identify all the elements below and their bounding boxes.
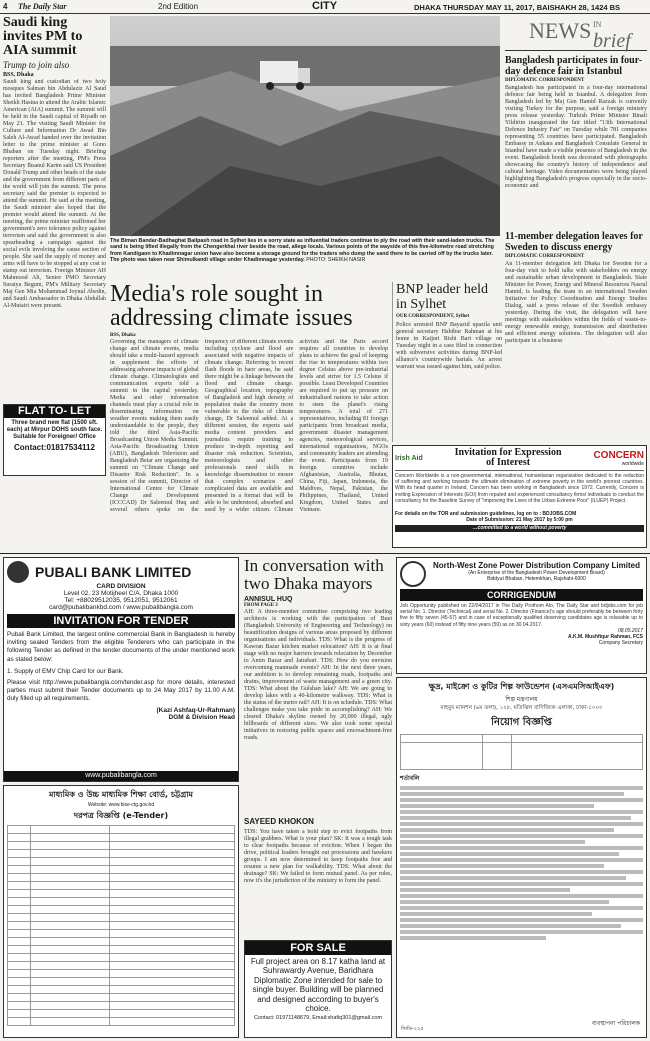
irish-aid-logo: Irish Aid: [395, 454, 423, 462]
nwz-signer-title: Company Secretary: [598, 640, 643, 647]
nwz-name: North-West Zone Power Distribution Company Limited: [433, 561, 640, 570]
smcif-ministry: শিল্প মন্ত্রণালয়: [505, 696, 538, 703]
smcif-org: ক্ষুদ্র, মাইক্রো ও কুটির শিল্প ফাউন্ডেশন (এসএমসিআইএফ): [428, 682, 615, 691]
pubali-tender-ad: [3, 557, 239, 782]
nwz-body: Job Opportunity published on 22/04/2017 in The Daily Prothom Alo, The Daily Star and bdjobs.com for job serial No. 1. Director (Technical) and serial No. 2. Director (Finance)'s age should preferably be between forty five to fifty seven (45-57) and in case of exceptionally qualified deserving candidates age is relaxable up to sixty years (60) instead of fifty nine years (59) as on 30.04.2017.: [400, 603, 643, 628]
sale-ad: [244, 940, 392, 1038]
pubali-logo-icon: [7, 561, 29, 583]
nwz-banner: CORRIGENDUM: [400, 589, 643, 601]
smcif-table: [400, 734, 643, 770]
smcif-conditions: [400, 786, 643, 940]
nwz-signer: A.K.M. Mushfiqur Rahman, FCS: [568, 634, 643, 641]
brief1-body: Bangladesh has participated in a four-day international defence fair being held in Istanbul. A delegation from Bangladesh led by Maj Gen Hamid Razzak is currently visiting Turkey for the purpose, said a foreign ministry press release yesterday. Turkish Prime Minister Binali Yildirim inaugurated the fair titled "13th International Defence Industry Fair" on Tuesday while 781 companies representing 55 countries have participated. Bangladesh Embassy in Ankara and Bangladesh Consulate General in Istanbul have made a visible presence of Bangladesh in the event. Bangladesh booth was decorated with photographs showcasing the country's history of independence and cultural heritage. Video documentaries were being played highlighting Bangladesh's progress especially in the socio-economic and: [505, 85, 647, 190]
smcif-footer: জিডি-২২৫: [401, 1026, 424, 1032]
bnp-headline: BNP leader held in Sylhet: [396, 282, 489, 312]
pubali-body: Pubali Bank Limited, the largest online commercial Bank in Bangladesh is hereby inviting sealed Tenders from the eligible Tenderers who can participate in the following Tender as defined in the tender documents of the under mentioned work as stated below:: [7, 631, 235, 663]
bnp-article: [392, 282, 502, 442]
media-byline: BSS, Dhaka: [110, 333, 136, 338]
nwz-sig-date: 08.05.2017: [617, 627, 643, 634]
edu-tender-ad: [3, 785, 239, 1038]
smcif-addr: মাহবুব ম্যানশন (৯ম তলা), ১২৮, মতিঝিল বাণিজ্যিক এলাকা, ঢাকা-১০০০: [440, 705, 603, 711]
edu-org: মাধ্যমিক ও উচ্চ মাধ্যমিক শিক্ষা বোর্ড, চট্টগ্রাম: [49, 790, 193, 799]
saudi-byline: BSS, Dhaka: [3, 72, 34, 78]
mayors-sub: SAYEED KHOKON: [244, 817, 314, 827]
mayors-body: AH: A three-member committee comprising two leading architects is working with the participation of Buet (Bangladesh University of Engineering and Technology) on beautification designs of various areas proposed by different organisations and individuals. TDS: What is the progress of Kawran Bazar kitchen market relocation? AH: It is at final stage with no major barriers towards relocation by December to Amin Bazar and Jatrabari. TDS: How do you envision overcoming manmade events? AH: In the next three years, our ambition is to develop remaining roads, footpaths and drains, improvement of waste management and a green city. TDS: What about the Gulshan lake? AH: We are going to develop lakes with a 40-kilometre walkway. TDS: What is the status of the metro rail? AH: It is on schedule. TDS: What challenges make you take pride in accomplishing? AH: We cleared Dhaka's skyline owned by 20,000 illegal, ugly billboards of different sizes. We also took some special initiatives in restoring public spaces and encroachment-free roads.: [244, 609, 392, 742]
saudi-article: [3, 16, 106, 401]
concern-logo-sub: worldwide: [621, 460, 644, 467]
flat-contact: Contact:01817534112: [14, 443, 95, 452]
mayors-from: FROM PAGE 3: [244, 603, 278, 608]
edu-table: [7, 825, 235, 1026]
concern-logo-block: [593, 450, 644, 467]
edition: 2nd Edition: [158, 2, 199, 11]
photo-caption-text: The Biman Bandar-Badhaghat Bailpash road in Sylhet lies in a sorry state as influential traders continue to ply the road with their sand-laden trucks. The sand is being lifted illegally from the Chengerkhal river beside the road, allege locals. Various points of the wayside of this five-kilometre road stretching from Kandigaon to Khadimnagar union have also become a storage ground for the traders who dump the sand there to be carried off by the trucks later. The photo was taken near Shimulkandi village under Khadimnagar yesterday.: [110, 238, 495, 263]
concern-motto: …committed to a world without poverty: [395, 525, 644, 531]
nwz-logo-icon: [400, 561, 426, 587]
nwz-head: [430, 561, 643, 582]
sale-body: Full project area on 8.17 katha land at Suhrawardy Avenue, Baridhara Diplomatic Zone intended for sale to single buyer. Building will be planned and designed according to buyer's choice.: [250, 957, 386, 1014]
nwz-top: [400, 561, 643, 587]
concern-logo: CONCERN: [593, 449, 644, 461]
pubali-tel: Tel: +88029512035, 9512051, 9512061: [64, 597, 178, 604]
pubali-email[interactable]: card@pubalibankbd.com / www.pubalibangla.com: [49, 604, 193, 611]
concern-date: Date of Submission: 21 May 2017 by 5:00 pm: [466, 517, 573, 524]
brief1-byline: DIPLOMATIC CORRESPONDENT: [505, 78, 585, 83]
corrigendum-ad: [396, 557, 647, 674]
mayors-byline: ANNISUL HUQ: [244, 596, 293, 603]
pubali-top: [7, 561, 235, 583]
nwz-addr: Biddyut Bhaban, Hetemkhan, Rajshahi-6000: [487, 576, 586, 582]
media-article: [110, 282, 388, 550]
section-title: CITY: [312, 0, 338, 12]
mayors-article: [244, 557, 392, 937]
photo-caption: [110, 238, 500, 278]
news-photo: [110, 16, 500, 236]
pubali-name: PUBALI BANK LIMITED: [35, 564, 192, 580]
bnp-byline: OUR CORRESPONDENT, Sylhet: [396, 314, 470, 319]
pubali-visit: Please visit http://www.pubalibangla.com/tender.asp for more details, interested parties must submit their Tender documents up to 24 May 2017 by 11.00 A.M. duly filled up all requirements.: [7, 678, 235, 703]
edu-site[interactable]: Website: www.bise-ctg.gov.bd: [87, 802, 155, 808]
media-body: Governing the managers of climate change and climate events, media should take a multi-hazard approach in supplement the efforts of addressing adverse impacts of global climate change. Climatologists and communication experts told a summit in the capital yesterday. Media and other information channels must play a crucial role in disseminating information on weather events making them easily understandable to the people, they told the third Asia-Pacific Broadcasting Union Media Summit. Asia-Pacific Broadcasting Union (ABU), Bangladesh Television and Bangladesh Betar are organising the summit on "Climate Change and Disaster Risk Reduction". In a session of the summit, Director of International Centre for Climate Change and Development (ICCCAD) Dr Saleemul Huq and several others spoke on the frequency of different climate events including cyclone and flood are associated with negative impacts of climate change. Referring to recent flash floods in haor areas, he said there might be a linkage between the flood and climate change. Geographical location, topography of Bangladesh and high density of population make the country more vulnerable to the risks of climate change, Dr Saleemul added. At a different session, the experts said media content providers and journalists require training to produce in-depth reporting and disaster risk reduction. Scientists, meteorologists and other professionals need skills in knowledge dissemination to ensure that complex scenarios and complicated data are available and presented in a format that will be able to be understood, absorbed and used by a wider citizen. Climate activists and the Paris accord requires all countries to develop plans to achieve the goal of keeping the rise in temperatures within two degree Celsius above pre-industrial levels and strive for 1.5 Celsius if possible. Least Developed Countries are required to put up pressure on industrialised nations to take action to stem the planet's rising temperatures. A total of 271 representatives, including 81 foreign participants from broadcast media, government disaster management agencies, meteorological services, international organisations, NGOs and community leaders are attending the event. Participants from 19 foreign countries include Afghanistan, Australia, Bhutan, China, Fiji, Japan, Indonesia, the Maldives, Nepal, Pakistan, the Philippines, Thailand, United Kingdom, United States and Vietnam.: [110, 339, 388, 514]
mayors-headline: In conversation with two Dhaka mayors: [244, 557, 384, 593]
pubali-banner: INVITATION FOR TENDER: [7, 614, 235, 628]
pubali-signer: (Kazi Ashfaq-Ur-Rahman): [156, 707, 235, 715]
saudi-headline: Saudi king invites PM to AIA summit: [3, 16, 83, 58]
dateline: DHAKA THURSDAY MAY 11, 2017, BAISHAKH 28, 1424 BS: [414, 3, 621, 12]
sale-contact: Contact: 01971148679, Email:shafiq301@gmail.com: [253, 1015, 383, 1022]
brief2-byline: DIPLOMATIC CORRESPONDENT: [505, 254, 585, 260]
pubali-item: 1. Supply of EMV Chip Card for our Bank.: [7, 667, 124, 675]
mayors-body2: TDS: You have taken a bold step to evict footpaths from illegal grabbers. What is your plan? SK: It was a tough task to clear footpaths because of eviction. When I began the drive, political leaders brought out processions and hawkers groups. I am now determined to keep footpaths free and resume a new plan for walkability. TDS: What about the drainage? SK: We failed to form mutual panel. As per rules, now it's the jurisdiction of the ministry to form the panel.: [244, 829, 392, 885]
smcif-recruitment-ad: [396, 677, 647, 1038]
sale-title: FOR SALE: [245, 941, 391, 955]
edu-title: দরপত্র বিজ্ঞপ্তি (e-Tender): [73, 811, 169, 820]
masthead: The Daily Star: [18, 2, 67, 11]
pubali-signer-title: DGM & Division Head: [168, 714, 235, 722]
brief-in: IN: [593, 20, 602, 29]
concern-details: For details on the TOR and submission guidelines, log on to : BDJOBS.COM: [395, 511, 577, 517]
flat-body: Three brand new flat (1500 sft. each) at Mirpur DOHS south face. Suitable for Foreigner/ Office: [6, 420, 103, 440]
brief-news: NEWS: [529, 18, 592, 43]
sand-road-photo: [110, 16, 500, 236]
bnp-body: Police arrested BNP Bayazid upazila unit general secretary Habibur Rahman at his home in Kaijuri Rishi Bari village on Tuesday night in a case filed in connection with subversive activities during BNP-led alliance's countrywide hartals. An arrest warrant was issued against him, said police.: [396, 322, 502, 371]
brief1-headline: Bangladesh participates in four-day defence fair in Istanbul: [505, 55, 643, 77]
flat-ad: [3, 404, 106, 476]
nwz-sub: (An Enterprise of the Bangladesh Power Development Board): [468, 570, 605, 576]
pubali-address: Level 02, 23 Motijheel C/A, Dhaka 1000: [63, 590, 179, 597]
concern-body: Concern Worldwide is a non-governmental, international, humanitarian organisation dedicated to the reduction of suffering and working towards the ultimate elimination of extreme poverty in the world's poorest countries. With its head quarter in Ireland, Concern has been working in Bangladesh since 1972. Currently, Concern is inviting Expression of Interests (EOI) from reputed and experienced consultancy firms/ individuals to conduct the consultancy for the Baseline Survey of "Improving the Lives of the Urban Extreme Poor" (ILUEP) Project.: [395, 473, 644, 504]
news-in-brief: [505, 16, 647, 386]
concern-title: Invitation for Expression of Interest: [454, 447, 562, 468]
saudi-body: Saudi king and custodian of two holy mosques Salman bin Abdulaziz Al Saud has invited Bangladesh Prime Minister Sheikh Hasina to attend the Arabic Islamic American (AIA) summit. The summit will be held in the Saudi capital of Riyadh on May 21. The visiting Saudi Minister for Culture and Information Dr Awad Bin Saleh Al-Awad handed over the invitation letter to the prime minister at Gono Bhaban on Tuesday night. Briefing reporters after the meeting, PM's Press Secretary Ihsanul Karim said US President Donald Trump and other heads of the state and the government from different parts of the world will join the summit. The press secretary said the premier is expected to attend the summit. He said at the meeting, the Saudi minister also hoped that the premier would attend the summit. At the meeting, the prime minister reaffirmed her government's zero tolerance policy against terrorism and said the government is also spearheading a campaign against the social evils involving the cause section of people. She said the supply of money and arms will have to be stopped at any cost to stamp out terrorism. Foreign Minister AH Mahmood Ali, Senior PMO Secretary Suraiya Begum, PM's Military Secretary Maj Gen Mia Mohammad Joynul Abedin, and Saudi Ambassador in Dhaka Abdullah Al-Mutairi were present.: [3, 79, 106, 309]
brief-banner: [505, 16, 647, 51]
smcif-notes: শর্তাবলি: [400, 775, 420, 782]
pubali-division: CARD DIVISION: [96, 583, 146, 590]
photo-credit: PHOTO: SHEIKH NASIR: [306, 256, 366, 263]
brief2-headline: 11-member delegation leaves for Sweden to discuss energy: [505, 231, 643, 254]
concern-ad: [392, 445, 647, 548]
page-number: 4: [3, 2, 8, 11]
smcif-signer: ব্যবস্থাপনা পরিচালক: [591, 1020, 640, 1027]
brief-word: brief: [593, 30, 631, 52]
pubali-web[interactable]: www.pubalibangla.com: [4, 771, 238, 781]
smcif-title: নিয়োগ বিজ্ঞপ্তি: [491, 717, 552, 728]
page-header: [0, 0, 650, 14]
brief2-body: An 11-member delegation left Dhaka for Sweden for a four-day visit to hold talks with stakeholders on energy and sustainable urban development in Bangladesh. State Minister for Power, Energy and Mineral Resources Nasrul Hamid, is leading the team to an international Sweden Initiative for Policy Coordination and Energy Studies Dialog, said a press release of the Swedish embassy yesterday. During the visit, the delegation will have meetings with stakeholders within the fields of waste-to-energy renewable energy, transmission and distribution and efficient energy solutions. The delegation will also participate in a business: [505, 261, 647, 345]
media-headline: Media's role sought in addressing climate issues: [110, 282, 353, 331]
concern-top: [395, 448, 644, 471]
saudi-kicker: Trump to join also: [3, 60, 70, 70]
flat-title: FLAT TO- LET: [4, 405, 105, 418]
